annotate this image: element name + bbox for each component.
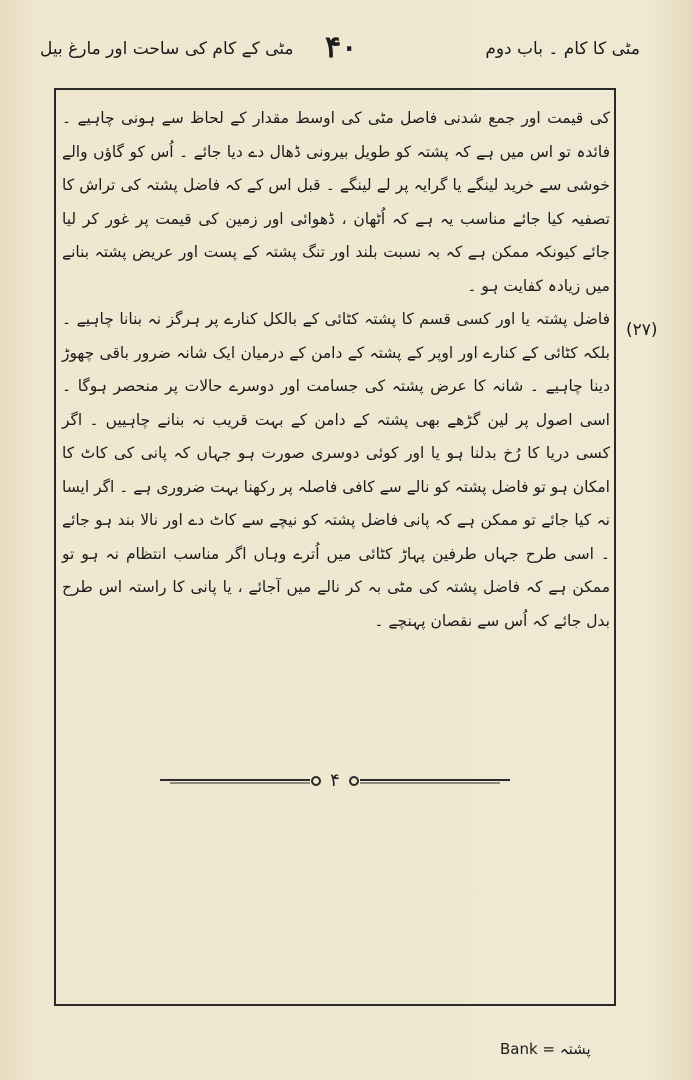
page-number: ۴۰ [325, 30, 358, 65]
footnote-glossary: پشتہ = Bank [500, 1040, 591, 1058]
paragraph-1: کی قیمت اور جمع شدنی فاصل مٹی کی اوسط مقدار کے لحاظ سے ہونی چاہیے ۔ فائدہ تو اس میں ہے کہ پشتہ کو طویل بیرونی ڈھال دے دیا جائے ۔ اُس کو گاؤں والے خوشی سے خرید لینگے یا گرایہ پر لے لینگے ۔ قبل اس کے کہ فاضل پشتہ کی تراش کا تصفیہ کیا جائے مناسب یہ ہے کہ اُٹھان ، ڈھوائی اور زمین کی قیمت پر غور کر لیا جائے کیونکہ ممکن ہے کہ بہ نسبت بلند اور تنگ پشتہ کے پست اور عریض پشتہ بنانے میں زیادہ کفایت ہو ۔ [62, 109, 610, 295]
page-body [62, 102, 610, 638]
header-chapter-title: مٹی کا کام ۔ باب دوم [485, 39, 640, 59]
margin-paragraph-number: (۲۷) [626, 320, 658, 340]
divider-ornament-icon [160, 752, 510, 802]
ornament-glyph: ۴ [330, 770, 340, 791]
running-header [30, 30, 640, 70]
section-end-ornament [160, 752, 510, 802]
paragraph-2: فاضل پشتہ یا اور کسی قسم کا پشتہ کٹائی کے بالکل کنارے پر ہرگز نہ بنانا چاہیے ۔ بلکہ کٹائی کے کنارے اور اوپر کے پشتہ کے دامن کے درمیان ایک شانہ ضرور باقی چھوڑ دینا چاہیے ۔ شانہ کا عرض پشتہ کی جسامت اور دوسرے حالات پر منحصر ہوگا ۔ اسی اصول پر لین گڑھے بھی پشتہ کے دامن کے بہت قریب نہ بنانے چاہییں ۔ اگر کسی دریا کا رُخ بدلنا ہو یا اور کوئی دوسری صورت ہو جہاں کہ پانی کی کاٹ کا امکان ہو تو فاضل پشتہ کو نالے سے کافی فاصلہ پر رکھنا بہت ضروری ہے ۔ اگر ایسا نہ کیا جائے تو ممکن ہے کہ پانی فاضل پشتہ کو نیچے سے کاٹ دے اور نالا بند ہو جائے ۔ اسی طرح جہاں طرفین پہاڑ کٹائی میں اُترے وہاں اگر مناسب انتظام نہ ہو تو ممکن ہے کہ فاضل پشتہ کی مٹی بہ کر نالے میں آجائے ، یا پانی کا راستہ اس طرح بدل جائے کہ اُس سے نقصان پہنچے ۔ [62, 310, 610, 630]
header-section-title: مٹی کے کام کی ساحت اور مارغ بیل [40, 39, 294, 59]
